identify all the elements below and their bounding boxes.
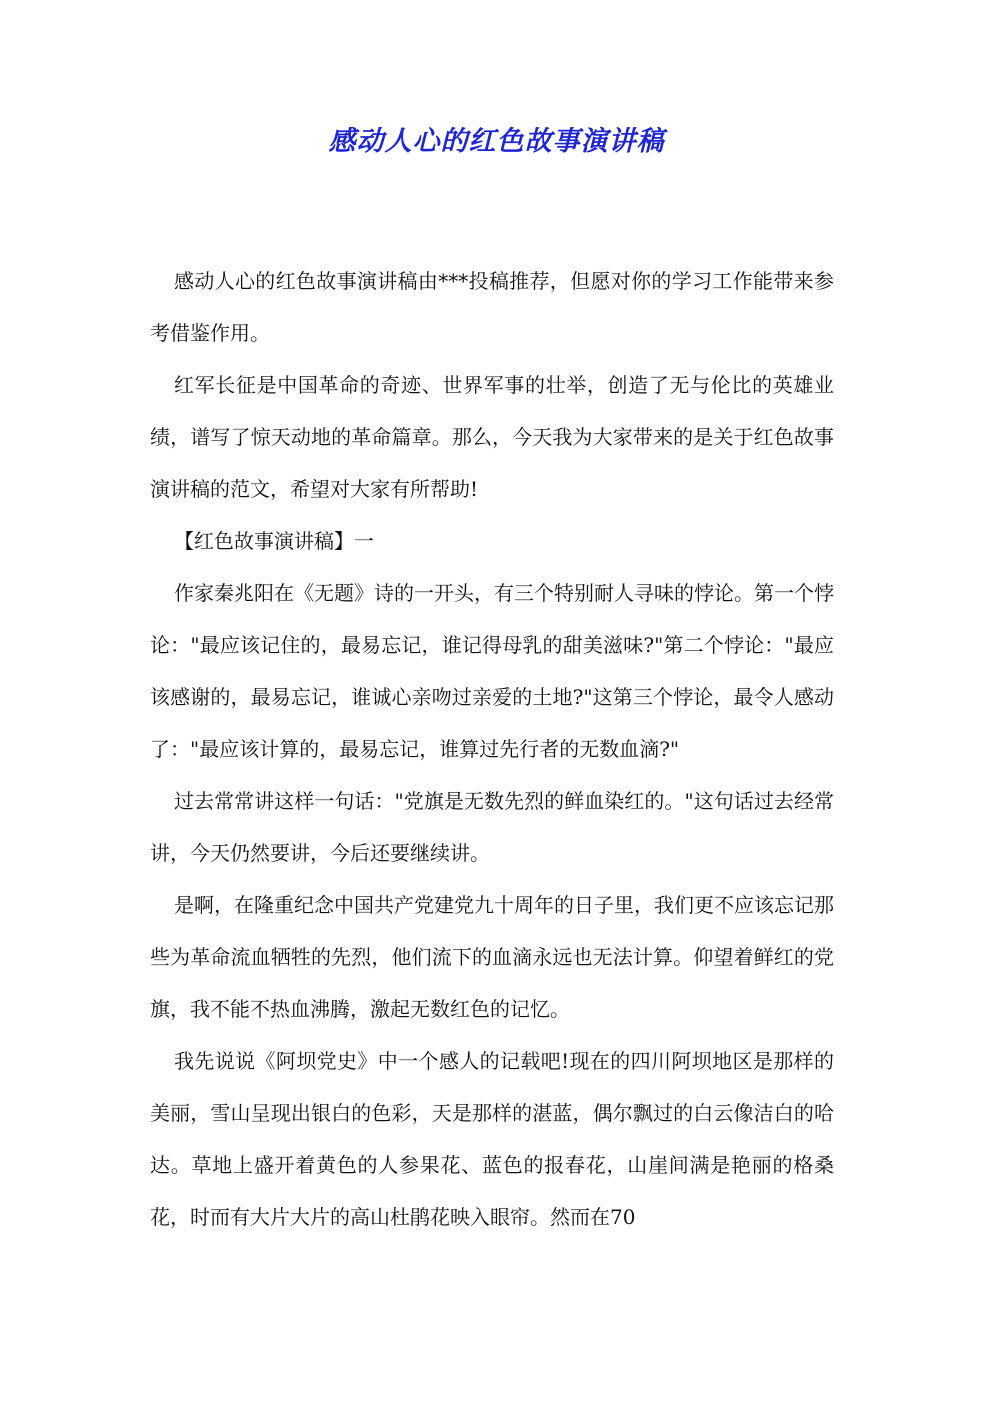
paragraph: 作家秦兆阳在《无题》诗的一开头，有三个特别耐人寻味的悖论。第一个悖论："最应该记住的，最易忘记，谁记得母乳的甜美滋味?"第二个悖论："最应该感谢的，最易忘记，谁诚心亲吻过亲爱的土地?"这第三个悖论，最令人感动了："最应该计算的，最易忘记，谁算过先行者的无数血滴?" [150, 581, 834, 761]
document-title: 感动人心的红色故事演讲稿 [328, 126, 665, 157]
section-heading: 【红色故事演讲稿】一 [174, 529, 374, 553]
paragraph: 红军长征是中国革命的奇迹、世界军事的壮举，创造了无与伦比的英雄业绩，谱写了惊天动地的革命篇章。那么，今天我为大家带来的是关于红色故事演讲稿的范文，希望对大家有所帮助! [150, 373, 834, 501]
paragraph: 感动人心的红色故事演讲稿由***投稿推荐，但愿对你的学习工作能带来参考借鉴作用。 [150, 269, 834, 345]
paragraph: 是啊，在隆重纪念中国共产党建党九十周年的日子里，我们更不应该忘记那些为革命流血牺牲的先烈，他们流下的血滴永远也无法计算。仰望着鲜红的党旗，我不能不热血沸腾，激起无数红色的记忆。 [150, 893, 834, 1021]
document-body [150, 255, 834, 1243]
paragraph: 我先说说《阿坝党史》中一个感人的记载吧!现在的四川阿坝地区是那样的美丽，雪山呈现出银白的色彩，天是那样的湛蓝，偶尔飘过的白云像洁白的哈达。草地上盛开着黄色的人参果花、蓝色的报春花，山崖间满是艳丽的格桑花，时而有大片大片的高山杜鹃花映入眼帘。然而在70 [150, 1049, 834, 1229]
paragraph: 过去常常讲这样一句话："党旗是无数先烈的鲜血染红的。"这句话过去经常讲，今天仍然要讲，今后还要继续讲。 [150, 789, 834, 865]
